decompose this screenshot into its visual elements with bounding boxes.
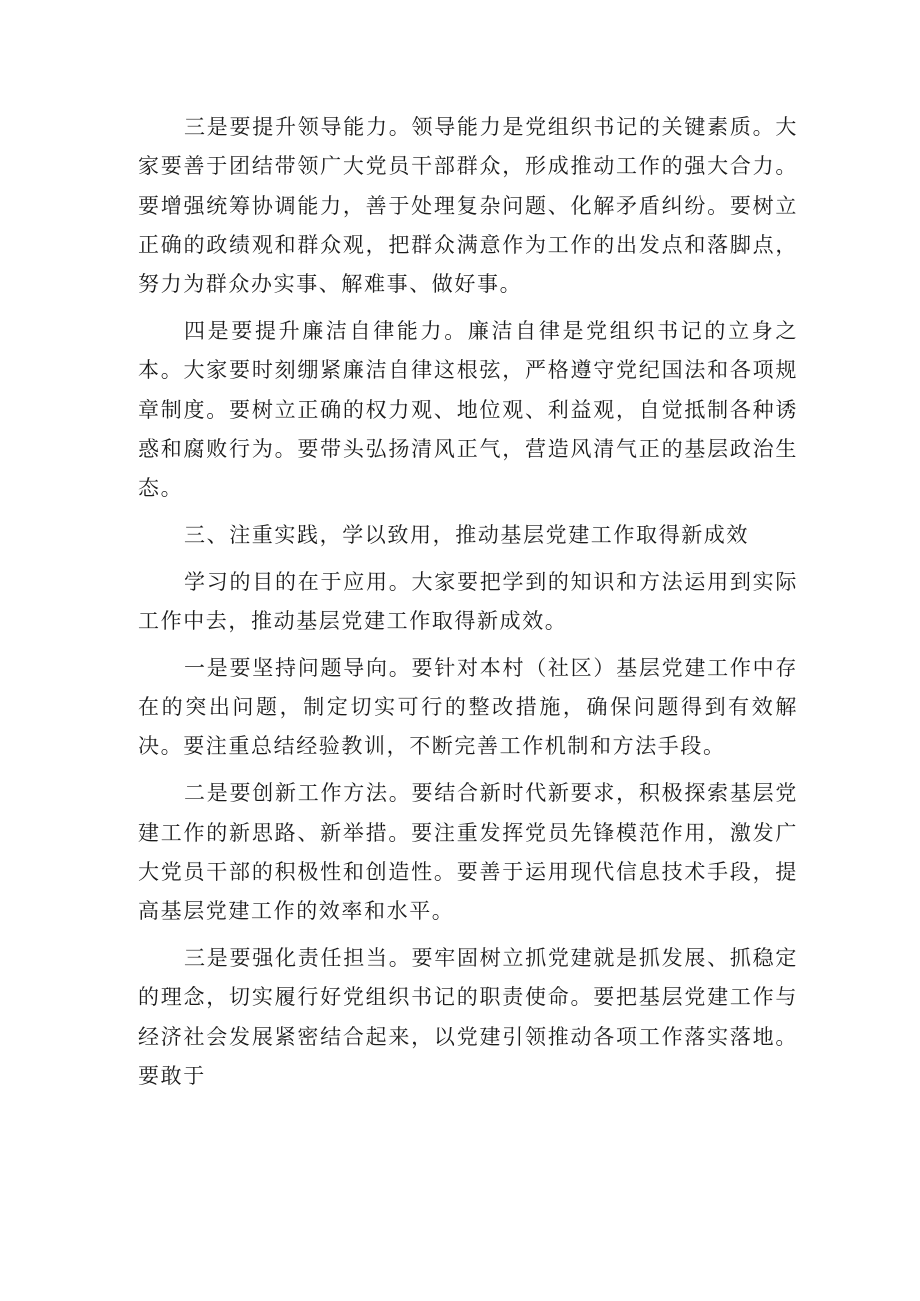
document-body xyxy=(138,108,798,1104)
paragraph-innovate-methods: 二是要创新工作方法。要结合新时代新要求，积极探索基层党建工作的新思路、新举措。要注重发挥党员先锋模范作用，激发广大党员干部的积极性和创造性。要善于运用现代信息技术手段，提高基层党建工作的效率和水平。 xyxy=(138,781,798,924)
section-heading-practice: 三、注重实践，学以致用，推动基层党建工作取得新成效 xyxy=(184,522,749,547)
paragraph-responsibility: 三是要强化责任担当。要牢固树立抓党建就是抓发展、抓稳定的理念，切实履行好党组织书记的职责使命。要把基层党建工作与经济社会发展紧密结合起来，以党建引领推动各项工作落实落地。要敢于 xyxy=(138,945,798,1088)
paragraph-integrity-ability: 四是要提升廉洁自律能力。廉洁自律是党组织书记的立身之本。大家要时刻绷紧廉洁自律这根弦，严格遵守党纪国法和各项规章制度。要树立正确的权力观、地位观、利益观，自觉抵制各种诱惑和腐败行为。要带头弘扬清风正气，营造风清气正的基层政治生态。 xyxy=(138,318,798,501)
paragraph-purpose-of-learning: 学习的目的在于应用。大家要把学到的知识和方法运用到实际工作中去，推动基层党建工作取得新成效。 xyxy=(138,569,798,634)
paragraph-problem-orientation: 一是要坚持问题导向。要针对本村（社区）基层党建工作中存在的突出问题，制定切实可行的整改措施，确保问题得到有效解决。要注重总结经验教训，不断完善工作机制和方法手段。 xyxy=(138,655,798,759)
paragraph-leadership-ability: 三是要提升领导能力。领导能力是党组织书记的关键素质。大家要善于团结带领广大党员干部群众，形成推动工作的强大合力。要增强统筹协调能力，善于处理复杂问题、化解矛盾纠纷。要树立正确的政绩观和群众观，把群众满意作为工作的出发点和落脚点，努力为群众办实事、解难事、做好事。 xyxy=(138,115,798,297)
